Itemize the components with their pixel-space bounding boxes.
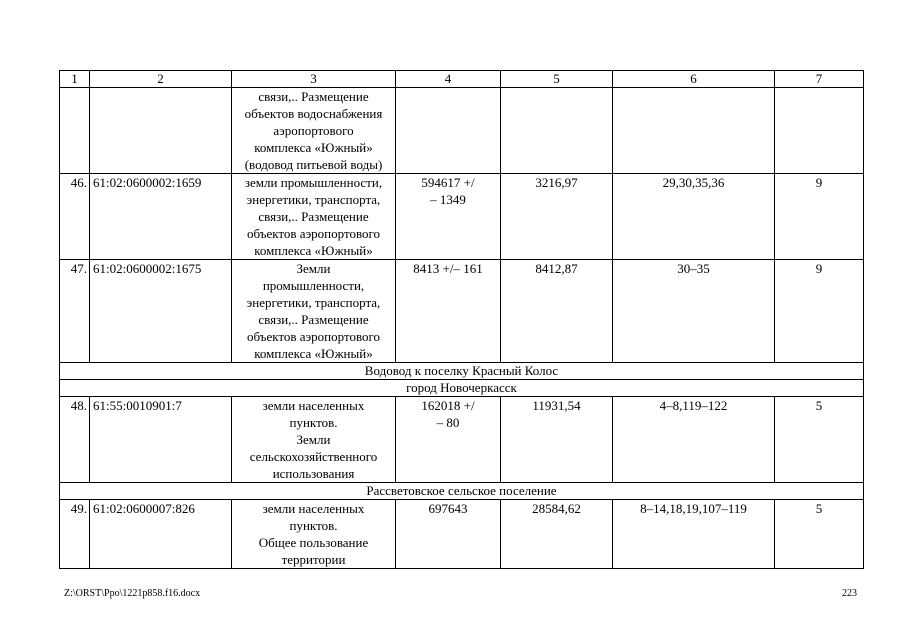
encumbered-area: 28584,62 xyxy=(501,500,613,569)
description-line: энергетики, транспорта, xyxy=(246,192,381,207)
column-number-7: 7 xyxy=(775,71,864,88)
description-line: связи,.. Размещение xyxy=(258,312,369,327)
row-number: 49. xyxy=(60,500,90,569)
description-line: Земли xyxy=(296,432,331,447)
description-line: промышленности, xyxy=(262,278,365,293)
description-line: (водовод питьевой воды) xyxy=(244,157,383,172)
section-row xyxy=(60,363,864,380)
description-line: сельскохозяйственного xyxy=(249,449,378,464)
land-description xyxy=(232,88,396,174)
description-line: энергетики, транспорта, xyxy=(246,295,381,310)
description-line: комплекса «Южный» xyxy=(254,243,373,258)
column-7-value: 9 xyxy=(775,260,864,363)
description-line: пунктов. xyxy=(289,518,338,533)
boundary-points xyxy=(613,88,775,174)
description-line: Общее пользование xyxy=(258,535,369,550)
description-line: комплекса «Южный» xyxy=(254,140,373,155)
area-line: – 1349 xyxy=(430,192,466,207)
description-line: объектов водоснабжения xyxy=(244,106,383,121)
section-heading-settlement: Рассветовское сельское поселение xyxy=(60,483,864,500)
boundary-points: 30–35 xyxy=(613,260,775,363)
row-number: 47. xyxy=(60,260,90,363)
area-line: – 80 xyxy=(436,415,460,430)
description-line: пунктов. xyxy=(289,415,338,430)
column-number-row xyxy=(60,71,864,88)
description-line: использования xyxy=(272,466,355,481)
description-line: земли населенных xyxy=(262,501,365,516)
column-7-value: 5 xyxy=(775,397,864,483)
area-line: 594617 +/ xyxy=(421,175,475,190)
description-line: объектов аэропортового xyxy=(246,226,381,241)
table-row xyxy=(60,397,864,483)
land-description xyxy=(232,397,396,483)
encumbered-area: 8412,87 xyxy=(501,260,613,363)
row-number xyxy=(60,88,90,174)
table-row xyxy=(60,260,864,363)
section-heading-city: город Новочеркасск xyxy=(60,380,864,397)
footer-file-path: Z:\ORST\Ppo\1221p858.f16.docx xyxy=(64,588,201,599)
column-number-5: 5 xyxy=(501,71,613,88)
plot-area xyxy=(396,500,501,569)
land-description xyxy=(232,500,396,569)
column-number-1: 1 xyxy=(60,71,90,88)
description-line: объектов аэропортового xyxy=(246,329,381,344)
plot-area xyxy=(396,397,501,483)
description-line: связи,.. Размещение xyxy=(258,89,369,104)
land-description xyxy=(232,260,396,363)
section-row xyxy=(60,483,864,500)
column-number-6: 6 xyxy=(613,71,775,88)
area-line: 8413 +/– 161 xyxy=(413,261,483,276)
table-row xyxy=(60,174,864,260)
cadastral-number: 61:02:0600002:1659 xyxy=(90,174,232,260)
boundary-points: 29,30,35,36 xyxy=(613,174,775,260)
encumbered-area xyxy=(501,88,613,174)
column-number-3: 3 xyxy=(232,71,396,88)
column-number-2: 2 xyxy=(90,71,232,88)
cadastral-number: 61:02:0600002:1675 xyxy=(90,260,232,363)
column-7-value: 9 xyxy=(775,174,864,260)
cadastral-number: 61:02:0600007:826 xyxy=(90,500,232,569)
column-number-4: 4 xyxy=(396,71,501,88)
cadastral-number: 61:55:0010901:7 xyxy=(90,397,232,483)
page-number: 223 xyxy=(842,588,857,599)
land-description xyxy=(232,174,396,260)
section-heading-pipeline: Водовод к поселку Красный Колос xyxy=(60,363,864,380)
encumbered-area: 3216,97 xyxy=(501,174,613,260)
plot-area xyxy=(396,88,501,174)
description-line: земли промышленности, xyxy=(244,175,383,190)
encumbered-area: 11931,54 xyxy=(501,397,613,483)
description-line: аэропортового xyxy=(273,123,354,138)
row-number: 48. xyxy=(60,397,90,483)
plot-area xyxy=(396,260,501,363)
description-line: Земли xyxy=(296,261,331,276)
section-row xyxy=(60,380,864,397)
column-7-value: 5 xyxy=(775,500,864,569)
boundary-points: 8–14,18,19,107–119 xyxy=(613,500,775,569)
description-line: земли населенных xyxy=(262,398,365,413)
description-line: территории xyxy=(281,552,346,567)
description-line: комплекса «Южный» xyxy=(254,346,373,361)
table-row xyxy=(60,500,864,569)
cadastral-number xyxy=(90,88,232,174)
land-plots-table xyxy=(59,70,864,569)
row-number: 46. xyxy=(60,174,90,260)
table-row xyxy=(60,88,864,174)
description-line: связи,.. Размещение xyxy=(258,209,369,224)
area-line: 162018 +/ xyxy=(421,398,475,413)
area-line: 697643 xyxy=(428,501,468,516)
column-7-value xyxy=(775,88,864,174)
plot-area xyxy=(396,174,501,260)
boundary-points: 4–8,119–122 xyxy=(613,397,775,483)
